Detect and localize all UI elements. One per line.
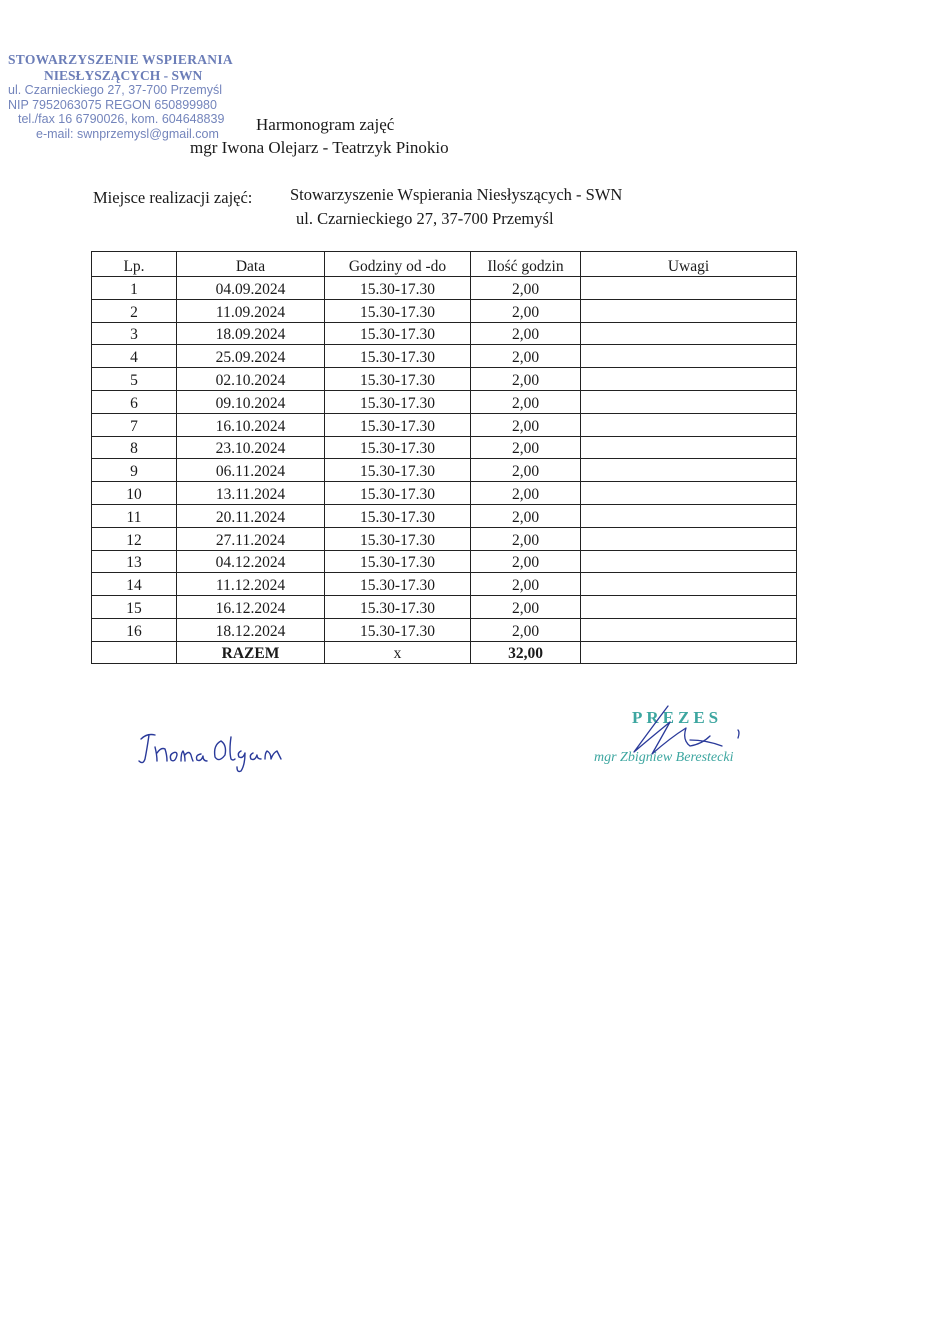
table-row	[92, 299, 797, 322]
cell-notes	[581, 482, 797, 505]
cell-hours-range: 15.30-17.30	[325, 299, 471, 322]
cell-hours-range: 15.30-17.30	[325, 459, 471, 482]
cell-hours-range: 15.30-17.30	[325, 618, 471, 641]
header-notes: Uwagi	[581, 252, 797, 277]
cell-date: 04.12.2024	[177, 550, 325, 573]
cell-hours-count: 2,00	[471, 504, 581, 527]
table-row	[92, 573, 797, 596]
table-row	[92, 345, 797, 368]
cell-lp: 13	[92, 550, 177, 573]
cell-lp: 15	[92, 596, 177, 619]
cell-notes	[581, 459, 797, 482]
table-row	[92, 436, 797, 459]
cell-hours-count: 2,00	[471, 368, 581, 391]
place-line-1: Stowarzyszenie Wspierania Niesłyszących - SWN	[290, 185, 623, 204]
cell-hours-count: 2,00	[471, 482, 581, 505]
table-row	[92, 390, 797, 413]
stamp-line-5: tel./fax 16 6790026, kom. 604648839	[18, 112, 225, 126]
table-row	[92, 322, 797, 345]
cell-hours-range: 15.30-17.30	[325, 436, 471, 459]
cell-lp: 7	[92, 413, 177, 436]
cell-hours-range: 15.30-17.30	[325, 482, 471, 505]
cell-date: 09.10.2024	[177, 390, 325, 413]
cell-hours-count: 2,00	[471, 277, 581, 300]
table-row	[92, 459, 797, 482]
cell-lp: 12	[92, 527, 177, 550]
cell-notes	[581, 618, 797, 641]
cell-hours-range: 15.30-17.30	[325, 527, 471, 550]
cell-hours-count: 2,00	[471, 618, 581, 641]
table-body	[92, 277, 797, 664]
cell-date: 27.11.2024	[177, 527, 325, 550]
cell-hours-count: 2,00	[471, 436, 581, 459]
stamp-line-3: ul. Czarnieckiego 27, 37-700 Przemyśl	[8, 83, 222, 97]
prezes-name: mgr Zbigniew Berestecki	[594, 750, 734, 765]
table-row	[92, 413, 797, 436]
cell-notes	[581, 277, 797, 300]
prezes-stamp-text: PREZES	[632, 708, 723, 727]
cell-date: 16.12.2024	[177, 596, 325, 619]
cell-date: 18.09.2024	[177, 322, 325, 345]
cell-hours-count: 2,00	[471, 573, 581, 596]
cell-lp: 6	[92, 390, 177, 413]
cell-lp: 1	[92, 277, 177, 300]
cell-hours-count: 2,00	[471, 527, 581, 550]
table-row	[92, 527, 797, 550]
cell-hours-count: 2,00	[471, 459, 581, 482]
cell-date: 13.11.2024	[177, 482, 325, 505]
cell-lp: 11	[92, 504, 177, 527]
header-date: Data	[177, 252, 325, 277]
cell-hours-range: 15.30-17.30	[325, 390, 471, 413]
document-subtitle: mgr Iwona Olejarz - Teatrzyk Pinokio	[190, 138, 449, 157]
cell-total-notes	[581, 641, 797, 663]
cell-hours-range: 15.30-17.30	[325, 345, 471, 368]
cell-total-hours: 32,00	[471, 641, 581, 663]
cell-date: 16.10.2024	[177, 413, 325, 436]
table-row	[92, 618, 797, 641]
cell-date: 06.11.2024	[177, 459, 325, 482]
cell-notes	[581, 436, 797, 459]
schedule-table	[91, 251, 797, 664]
cell-notes	[581, 345, 797, 368]
cell-hours-range: 15.30-17.30	[325, 322, 471, 345]
cell-notes	[581, 390, 797, 413]
table-row	[92, 596, 797, 619]
cell-lp: 16	[92, 618, 177, 641]
cell-date: 04.09.2024	[177, 277, 325, 300]
cell-hours-range: 15.30-17.30	[325, 596, 471, 619]
stamp-line-6: e-mail: swnprzemysl@gmail.com	[36, 126, 219, 141]
cell-hours-range: 15.30-17.30	[325, 368, 471, 391]
header-hours-count: Ilość godzin	[471, 252, 581, 277]
organization-stamp	[6, 52, 268, 141]
cell-hours-range: 15.30-17.30	[325, 573, 471, 596]
cell-date: 25.09.2024	[177, 345, 325, 368]
cell-hours-count: 2,00	[471, 550, 581, 573]
cell-notes	[581, 299, 797, 322]
cell-date: 18.12.2024	[177, 618, 325, 641]
cell-notes	[581, 368, 797, 391]
cell-lp: 3	[92, 322, 177, 345]
place-label: Miejsce realizacji zajęć:	[93, 188, 253, 207]
cell-notes	[581, 322, 797, 345]
cell-hours-count: 2,00	[471, 322, 581, 345]
signature-prezes	[590, 700, 780, 780]
cell-hours-range: 15.30-17.30	[325, 277, 471, 300]
cell-notes	[581, 413, 797, 436]
table-row	[92, 277, 797, 300]
table-row	[92, 482, 797, 505]
header-lp: Lp.	[92, 252, 177, 277]
cell-notes	[581, 504, 797, 527]
handwritten-signature-icon	[590, 700, 780, 780]
cell-hours-count: 2,00	[471, 299, 581, 322]
cell-hours-count: 2,00	[471, 345, 581, 368]
table-header-row	[92, 252, 797, 277]
cell-date: 23.10.2024	[177, 436, 325, 459]
cell-hours-count: 2,00	[471, 596, 581, 619]
table-row	[92, 368, 797, 391]
table-total-row	[92, 641, 797, 663]
cell-date: 11.12.2024	[177, 573, 325, 596]
cell-hours-count: 2,00	[471, 413, 581, 436]
place-line-2: ul. Czarnieckiego 27, 37-700 Przemyśl	[296, 209, 554, 228]
cell-hours-range: 15.30-17.30	[325, 413, 471, 436]
document-title: Harmonogram zajęć	[256, 115, 395, 134]
handwritten-signature-icon	[137, 725, 297, 775]
cell-total-lp	[92, 641, 177, 663]
cell-lp: 9	[92, 459, 177, 482]
cell-lp: 8	[92, 436, 177, 459]
stamp-line-4: NIP 7952063075 REGON 650899980	[8, 97, 217, 112]
signature-iwona-olejarz	[137, 725, 297, 775]
cell-hours-range: 15.30-17.30	[325, 504, 471, 527]
cell-lp: 2	[92, 299, 177, 322]
cell-notes	[581, 550, 797, 573]
cell-notes	[581, 527, 797, 550]
cell-total-label: RAZEM	[177, 641, 325, 663]
cell-lp: 4	[92, 345, 177, 368]
stamp-line-2: NIESŁYSZĄCYCH - SWN	[44, 68, 203, 83]
table-row	[92, 550, 797, 573]
stamp-line-1: STOWARZYSZENIE WSPIERANIA	[8, 52, 233, 67]
cell-total-hours-range: x	[325, 641, 471, 663]
cell-date: 20.11.2024	[177, 504, 325, 527]
cell-hours-count: 2,00	[471, 390, 581, 413]
cell-notes	[581, 596, 797, 619]
cell-lp: 14	[92, 573, 177, 596]
cell-notes	[581, 573, 797, 596]
cell-lp: 10	[92, 482, 177, 505]
cell-lp: 5	[92, 368, 177, 391]
cell-date: 11.09.2024	[177, 299, 325, 322]
cell-date: 02.10.2024	[177, 368, 325, 391]
cell-hours-range: 15.30-17.30	[325, 550, 471, 573]
table-row	[92, 504, 797, 527]
header-hours-range: Godziny od -do	[325, 252, 471, 277]
